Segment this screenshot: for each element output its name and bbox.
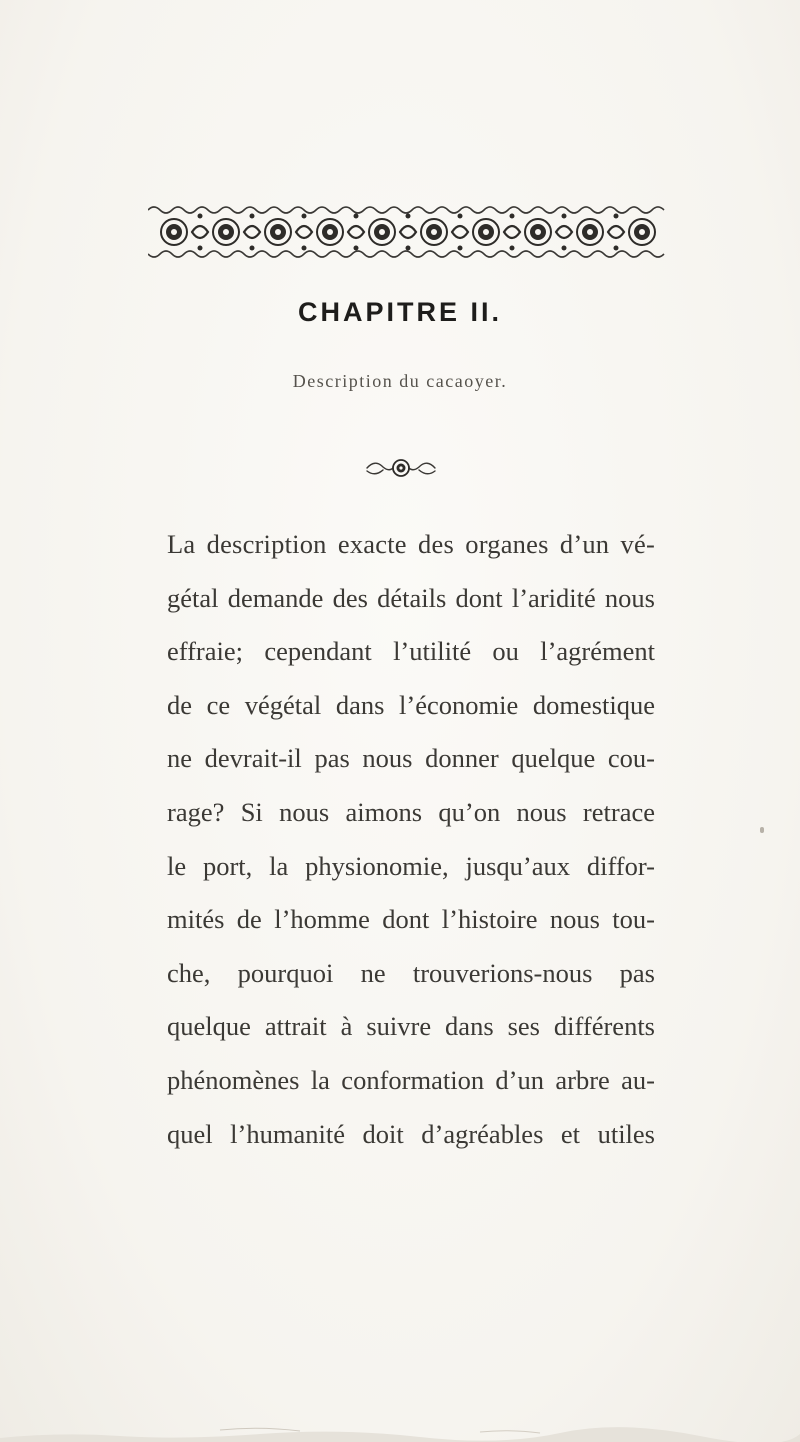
text-line: gétal demande des détails dont l’aridité nous bbox=[167, 582, 655, 613]
text-line: phénomènes la conformation d’un arbre au- bbox=[167, 1064, 655, 1095]
header-ornament-band bbox=[148, 202, 670, 262]
text-line: La description exacte des organes d’un vé- bbox=[167, 529, 655, 559]
text-line: ne devrait-il pas nous donner quelque cou- bbox=[167, 743, 655, 774]
text-line: le port, la physionomie, jusqu’aux diffor- bbox=[167, 850, 655, 881]
text-line: quel l’humanité doit d’agréables et utiles bbox=[167, 1118, 655, 1149]
divider-ornament bbox=[363, 455, 439, 481]
text-line: effraie; cependant l’utilité ou l’agrément bbox=[167, 636, 655, 667]
text-line: rage? Si nous aimons qu’on nous retrace bbox=[167, 796, 655, 827]
chapter-subtitle: Description du cacaoyer. bbox=[292, 371, 508, 391]
text-line: quelque attrait à suivre dans ses différents bbox=[167, 1011, 655, 1042]
text-line: de ce végétal dans l’économie domestique bbox=[167, 689, 655, 720]
text-line: mités de l’homme dont l’histoire nous tou- bbox=[167, 904, 655, 935]
chapter-title: CHAPITRE II. bbox=[297, 297, 502, 327]
text-line: che, pourquoi ne trouverions-nous pas bbox=[167, 957, 655, 988]
body-paragraph bbox=[167, 518, 655, 1161]
bottom-edge-smudge bbox=[0, 1412, 800, 1442]
ink-speck bbox=[760, 827, 764, 833]
